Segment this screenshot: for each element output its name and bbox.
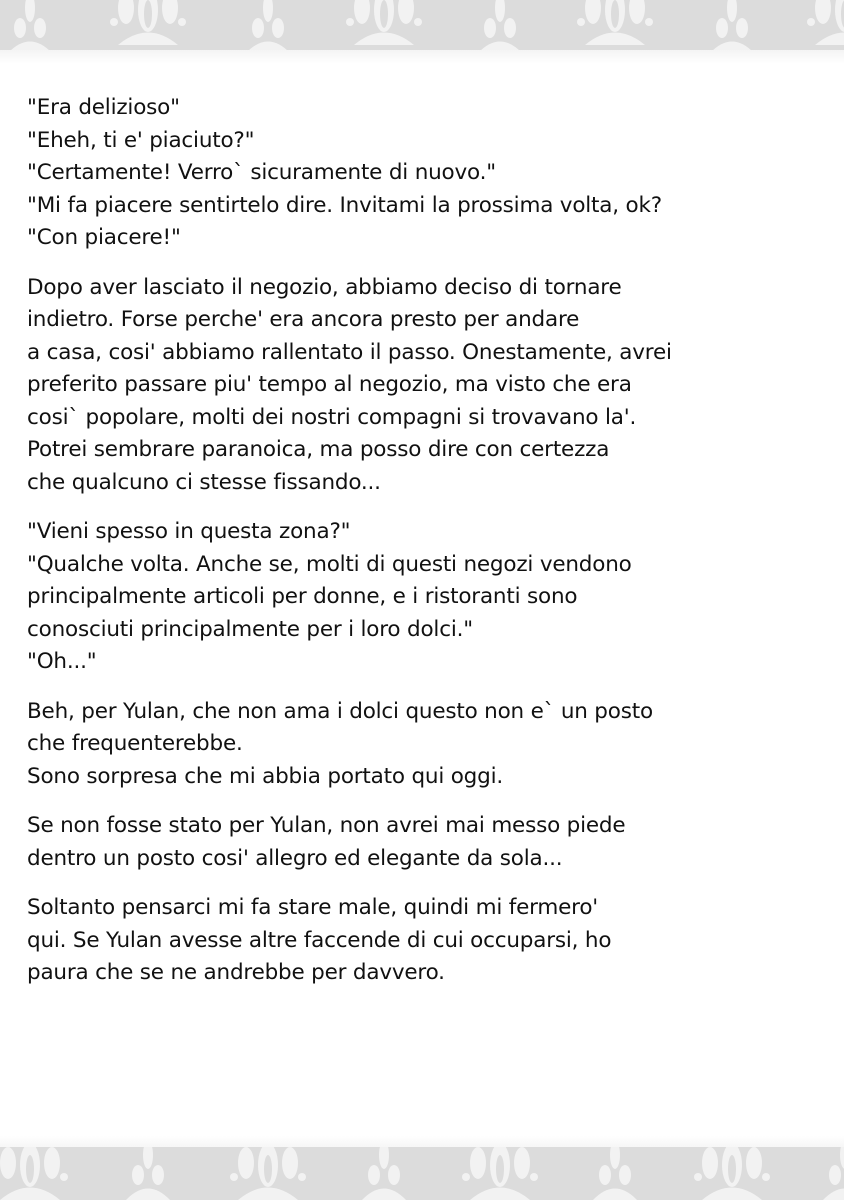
paragraph-spacer	[27, 679, 827, 696]
text-line: indietro. Forse perche' era ancora presto per andare	[27, 307, 580, 332]
paragraph-spacer	[27, 875, 827, 892]
text-line: qui. Se Yulan avesse altre faccende di cui occuparsi, ho	[27, 927, 612, 953]
damask-pattern-icon	[0, 0, 844, 53]
paragraph-2	[27, 696, 827, 794]
text-line: Se non fosse stato per Yulan, non avrei mai messo piede	[27, 813, 626, 838]
dialogue-line: "Era delizioso"	[27, 95, 180, 120]
dialogue-line: "Qualche volta. Anche se, molti di questi negozi vendono	[27, 551, 632, 577]
text-line: Dopo aver lasciato il negozio, abbiamo deciso di tornare	[27, 274, 622, 300]
paragraph-spacer	[27, 499, 827, 516]
dialogue-line: principalmente articoli per donne, e i ristoranti sono	[27, 584, 578, 609]
dialogue-line: "Con piacere!"	[27, 225, 181, 250]
paragraph-3	[27, 810, 827, 875]
damask-pattern-icon	[0, 1147, 844, 1200]
dialogue-block-1	[27, 92, 827, 255]
text-line: dentro un posto cosi' allegro ed elegante da sola...	[27, 845, 563, 871]
dialogue-block-2	[27, 516, 827, 679]
paragraph-spacer	[27, 255, 827, 272]
text-line: Beh, per Yulan, che non ama i dolci questo non e` un posto	[27, 698, 653, 724]
dialogue-line: "Oh..."	[27, 649, 97, 674]
text-line: che qualcuno ci stesse fissando...	[27, 469, 381, 495]
text-line: Sono sorpresa che mi abbia portato qui oggi.	[27, 763, 503, 789]
dialogue-line: "Mi fa piacere sentirtelo dire. Invitami la prossima volta, ok?	[27, 192, 662, 218]
text-line: Soltanto pensarci mi fa stare male, quindi mi fermero'	[27, 895, 598, 920]
dialogue-line: "Eheh, ti e' piaciuto?"	[27, 127, 255, 153]
dialogue-line: "Vieni spesso in questa zona?"	[27, 519, 351, 544]
text-line: preferito passare piu' tempo al negozio, ma visto che era	[27, 372, 632, 397]
text-line: che frequenterebbe.	[27, 731, 243, 756]
dialogue-line: "Certamente! Verro` sicuramente di nuovo."	[27, 160, 496, 185]
story-text	[27, 92, 827, 990]
paragraph-4	[27, 892, 827, 990]
paragraph-spacer	[27, 793, 827, 810]
text-line: Potrei sembrare paranoica, ma posso dire con certezza	[27, 437, 610, 462]
text-line: cosi` popolare, molti dei nostri compagni si trovavano la'.	[27, 404, 637, 430]
text-line: a casa, cosi' abbiamo rallentato il passo. Onestamente, avrei	[27, 339, 672, 365]
damask-border-top	[0, 0, 844, 53]
dialogue-line: conosciuti principalmente per i loro dolci."	[27, 616, 473, 642]
damask-border-bottom	[0, 1147, 844, 1200]
border-fade-top	[0, 50, 844, 64]
text-line: paura che se ne andrebbe per davvero.	[27, 960, 445, 985]
paragraph-1	[27, 272, 827, 500]
